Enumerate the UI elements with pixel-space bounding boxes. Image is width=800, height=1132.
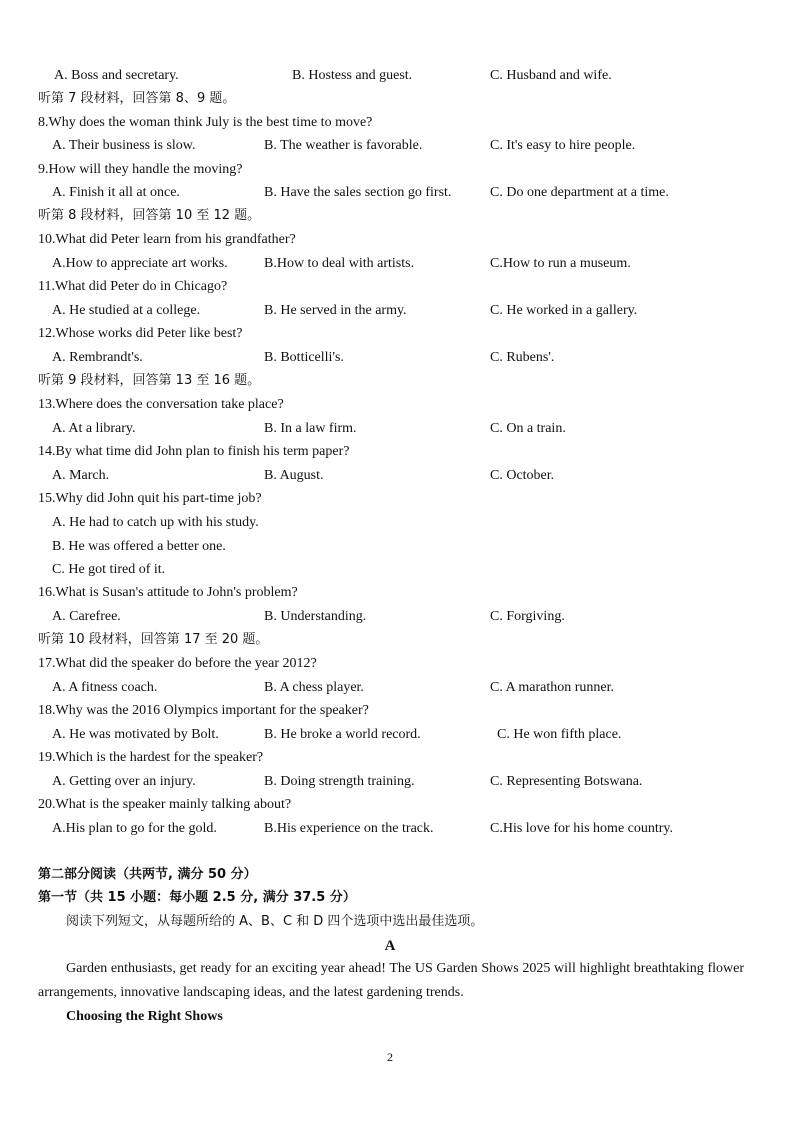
option-a: A. Boss and secretary. <box>54 68 179 83</box>
question-stem: 15.Why did John quit his part-time job? <box>38 491 262 506</box>
option-c: C. A marathon runner. <box>490 680 615 695</box>
option-a: A. He studied at a college. <box>52 303 201 318</box>
option-b: B. He broke a world record. <box>264 727 421 742</box>
subheading: Choosing the Right Shows <box>66 1009 223 1024</box>
question-stem: 14.By what time did John plan to finish his term paper? <box>38 444 350 459</box>
option-b: B. He was offered a better one. <box>52 539 226 554</box>
section-header-9: 听第 9 段材料，回答第 13 至 16 题。 <box>38 373 261 388</box>
option-b: B. He served in the army. <box>264 303 407 318</box>
instruction-text: 阅读下列短文，从每题所给的 A、B、C 和 D 四个选项中选出最佳选项。 <box>66 914 484 929</box>
option-a: A. March. <box>52 468 110 483</box>
option-c: C. Husband and wife. <box>490 68 612 83</box>
question-stem: 8.Why does the woman think July is the best time to move? <box>38 115 373 130</box>
option-a: A. A fitness coach. <box>52 680 158 695</box>
option-b: B. August. <box>264 468 324 483</box>
option-b: B. Botticelli's. <box>264 350 344 365</box>
option-b: B. The weather is favorable. <box>264 138 423 153</box>
section-header-7: 听第 7 段材料，回答第 8、9 题。 <box>38 91 236 106</box>
part-title: 第二部分阅读（共两节, 满分 50 分） <box>38 867 257 882</box>
passage-paragraph: Garden enthusiasts, get ready for an exciting year ahead! The US Garden Shows 2025 will highlight breathtaking flower arrangements, innovative landscaping ideas, and the latest gardening trends. <box>38 961 744 1000</box>
option-b: B.How to deal with artists. <box>264 256 415 271</box>
option-a: A.His plan to go for the gold. <box>52 821 217 836</box>
section-title: 第一节（共 15 小题：每小题 2.5 分, 满分 37.5 分） <box>38 890 356 905</box>
section-header-10: 听第 10 段材料，回答第 17 至 20 题。 <box>38 632 269 647</box>
option-b: B. In a law firm. <box>264 421 357 436</box>
option-a: A.How to appreciate art works. <box>52 256 228 271</box>
option-c: C. Do one department at a time. <box>490 185 669 200</box>
option-b: B. A chess player. <box>264 680 364 695</box>
option-b: B. Have the sales section go first. <box>264 185 452 200</box>
question-stem: 9.How will they handle the moving? <box>38 162 243 177</box>
option-c: C. October. <box>490 468 555 483</box>
option-a: A. He was motivated by Bolt. <box>52 727 219 742</box>
option-c: C.How to run a museum. <box>490 256 631 271</box>
option-a: A. Finish it all at once. <box>52 185 180 200</box>
question-stem: 18.Why was the 2016 Olympics important for the speaker? <box>38 703 369 718</box>
option-a: A. Getting over an injury. <box>52 774 196 789</box>
passage-letter: A <box>384 938 396 954</box>
question-stem: 10.What did Peter learn from his grandfather? <box>38 232 296 247</box>
option-b: B. Hostess and guest. <box>292 68 413 83</box>
option-a: A. Carefree. <box>52 609 121 624</box>
page-number: 2 <box>387 1050 393 1064</box>
section-header-8: 听第 8 段材料，回答第 10 至 12 题。 <box>38 208 261 223</box>
question-stem: 11.What did Peter do in Chicago? <box>38 279 228 294</box>
option-c: C. He got tired of it. <box>52 562 166 577</box>
option-b: B. Doing strength training. <box>264 774 415 789</box>
option-c: C. He won fifth place. <box>497 727 622 742</box>
question-stem: 17.What did the speaker do before the year 2012? <box>38 656 317 671</box>
option-a: A. Rembrandt's. <box>52 350 143 365</box>
question-stem: 20.What is the speaker mainly talking about? <box>38 797 292 812</box>
option-b: B. Understanding. <box>264 609 367 624</box>
option-c: C.His love for his home country. <box>490 821 674 836</box>
option-c: C. It's easy to hire people. <box>490 138 636 153</box>
question-stem: 16.What is Susan's attitude to John's problem? <box>38 585 298 600</box>
option-a: A. At a library. <box>52 421 136 436</box>
question-stem: 19.Which is the hardest for the speaker? <box>38 750 264 765</box>
option-a: A. He had to catch up with his study. <box>52 515 259 530</box>
option-c: C. Representing Botswana. <box>490 774 643 789</box>
option-b: B.His experience on the track. <box>264 821 434 836</box>
option-c: C. Rubens'. <box>490 350 555 365</box>
question-stem: 12.Whose works did Peter like best? <box>38 326 243 341</box>
option-c: C. On a train. <box>490 421 566 436</box>
option-a: A. Their business is slow. <box>52 138 196 153</box>
question-stem: 13.Where does the conversation take place? <box>38 397 284 412</box>
option-c: C. Forgiving. <box>490 609 565 624</box>
option-c: C. He worked in a gallery. <box>490 303 638 318</box>
